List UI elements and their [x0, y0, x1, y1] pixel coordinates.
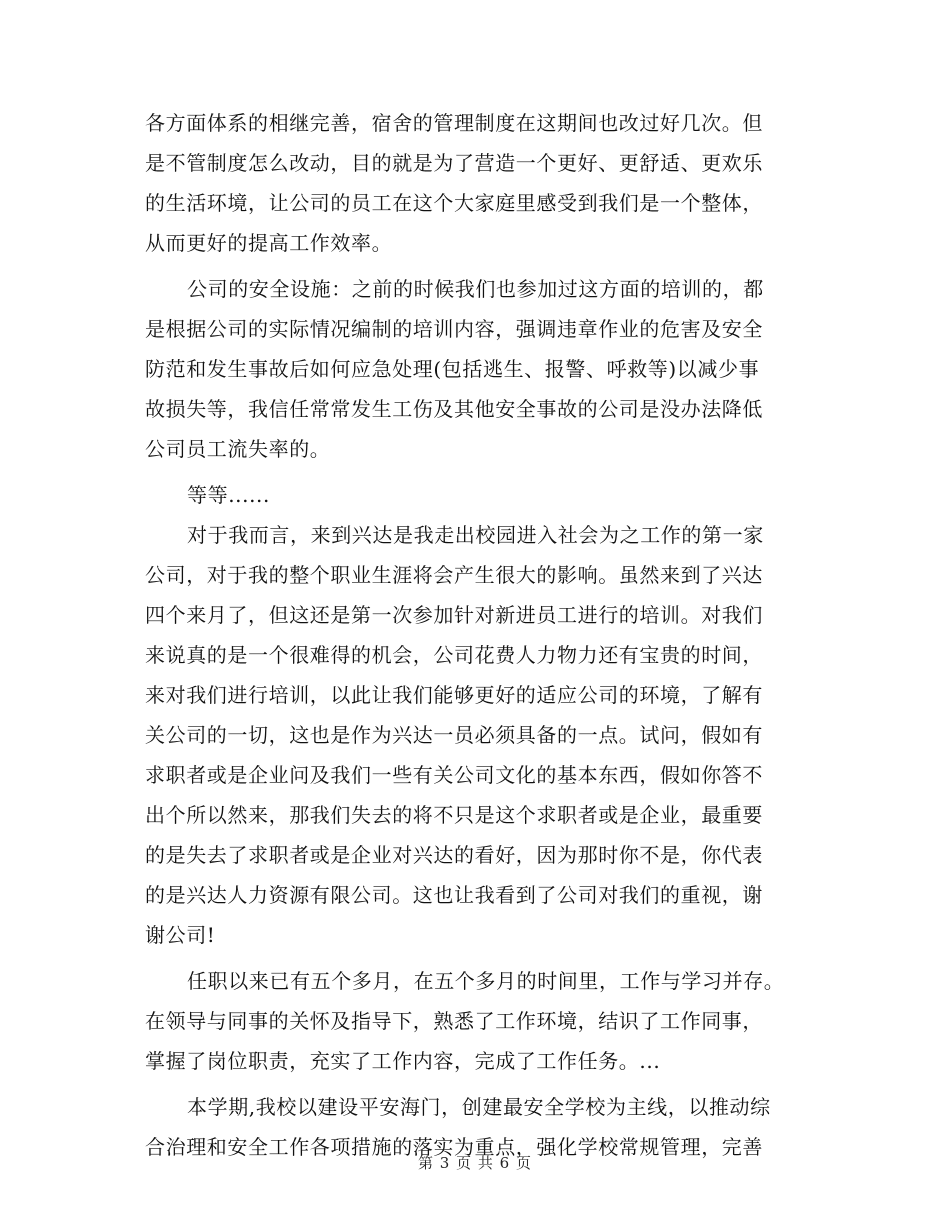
- text-line: 的是兴达人力资源有限公司。这也让我看到了公司对我们的重视，谢: [145, 883, 763, 907]
- paragraph: [145, 515, 805, 955]
- text-line: 的是失去了求职者或是企业对兴达的看好，因为那时你不是，你代表: [145, 843, 763, 867]
- text-line: 本学期,我校以建设平安海门，创建最安全学校为主线，以推动综: [187, 1095, 771, 1119]
- text-line: 掌握了岗位职责，充实了工作内容，完成了工作任务。...: [145, 1049, 661, 1073]
- paragraph: [145, 103, 805, 263]
- text-line: 在领导与同事的关怀及指导下，熟悉了工作环境，结识了工作同事，: [145, 1009, 763, 1033]
- text-line: 从而更好的提高工作效率。: [145, 231, 393, 255]
- paragraph: [145, 269, 805, 469]
- document-body: [145, 103, 805, 1167]
- text-line: 公司，对于我的整个职业生涯将会产生很大的影响。虽然来到了兴达: [145, 563, 763, 587]
- text-line: 公司员工流失率的。: [145, 437, 331, 461]
- text-line: 公司的安全设施：之前的时候我们也参加过这方面的培训的，都: [187, 277, 764, 301]
- text-line: 出个所以然来，那我们失去的将不只是这个求职者或是企业，最重要: [145, 803, 763, 827]
- text-line: 是根据公司的实际情况编制的培训内容，强调违章作业的危害及安全: [145, 317, 763, 341]
- text-line: 等等......: [187, 483, 270, 507]
- text-line: 防范和发生事故后如何应急处理(包括逃生、报警、呼救等)以减少事: [145, 357, 760, 381]
- text-line: 任职以来已有五个多月，在五个多月的时间里，工作与学习并存。: [187, 969, 785, 993]
- text-line: 的生活环境，让公司的员工在这个大家庭里感受到我们是一个整体，: [145, 191, 763, 215]
- text-line: 合治理和安全工作各项措施的落实为重点，强化学校常规管理，完善: [145, 1135, 763, 1159]
- paragraph: [145, 475, 805, 515]
- text-line: 四个来月了，但这还是第一次参加针对新进员工进行的培训。对我们: [145, 603, 763, 627]
- text-line: 谢公司!: [145, 923, 216, 947]
- text-line: 故损失等，我信任常常发生工伤及其他安全事故的公司是没办法降低: [145, 397, 763, 421]
- text-line: 来对我们进行培训，以此让我们能够更好的适应公司的环境，了解有: [145, 683, 763, 707]
- text-line: 各方面体系的相继完善，宿舍的管理制度在这期间也改过好几次。但: [145, 111, 763, 135]
- text-line: 对于我而言，来到兴达是我走出校园进入社会为之工作的第一家: [187, 523, 764, 547]
- text-line: 是不管制度怎么改动，目的就是为了营造一个更好、更舒适、更欢乐: [145, 151, 763, 175]
- text-line: 求职者或是企业问及我们一些有关公司文化的基本东西，假如你答不: [145, 763, 763, 787]
- paragraph: [145, 961, 805, 1081]
- text-line: 来说真的是一个很难得的机会，公司花费人力物力还有宝贵的时间，: [145, 643, 763, 667]
- text-line: 关公司的一切，这也是作为兴达一员必须具备的一点。试问，假如有: [145, 723, 763, 747]
- page-number-footer: 第 3 页 共 6 页: [418, 1154, 532, 1172]
